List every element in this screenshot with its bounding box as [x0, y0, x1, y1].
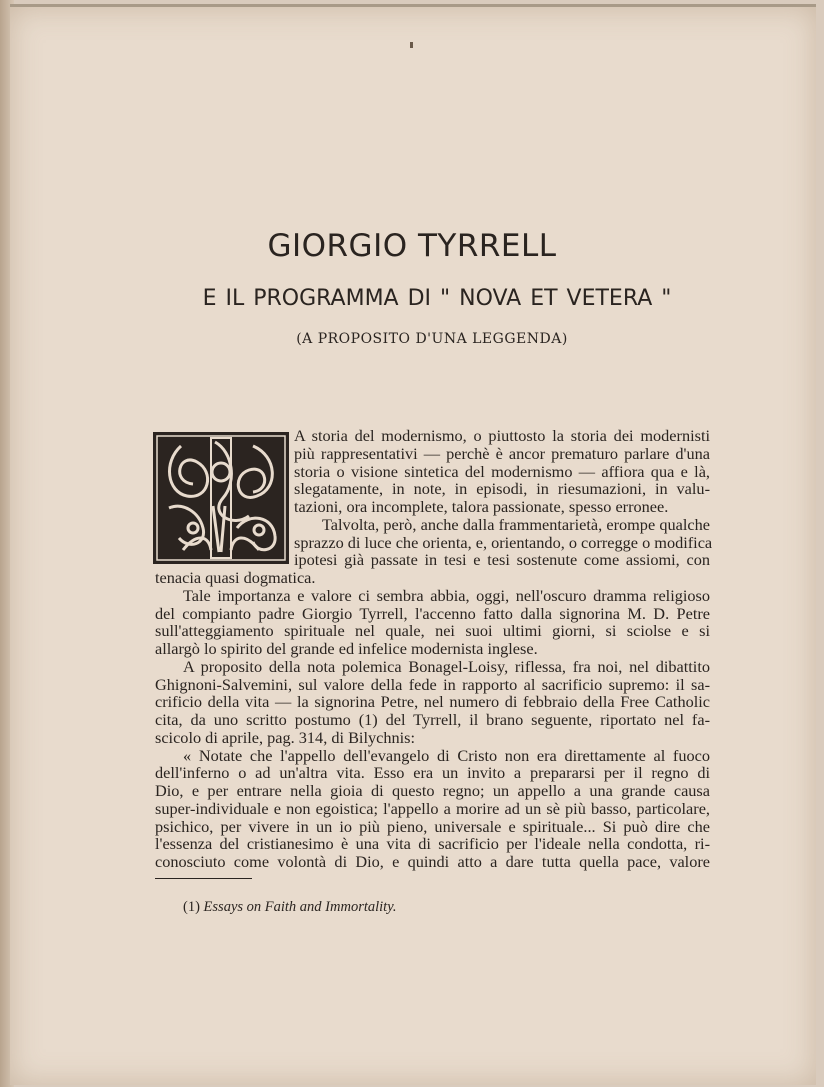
body-line: conosciuto come volontà di Dio, e quindi atto a dare tutta quella pace, valore	[155, 852, 710, 871]
body-line: Tale importanza e valore ci sembra abbia, oggi, nell'oscuro dramma religioso	[183, 586, 710, 605]
body-line: psichico, per vivere in un io più pieno, universale e spirituale... Si può dire che	[155, 817, 710, 836]
body-line: Talvolta, però, anche dalla frammentarietà, erompe qualche	[322, 515, 710, 534]
decorated-initial-icon	[153, 432, 289, 564]
body-line: cita, da uno scritto postumo (1) del Tyrrell, il brano seguente, riportato nel fa-	[155, 710, 710, 729]
body-line: scicolo di aprile, pag. 314, di Bilychnis:	[155, 728, 416, 747]
body-line: ipotesi già passate in tesi e tesi sostenute come assiomi, con	[294, 550, 710, 569]
body-line: l'essenza del cristianesimo è una vita di sacrificio per l'ideale nella condotta, ri-	[155, 834, 710, 853]
body-line: crificio della vita — la signorina Petre, nel numero di febbraio della Free Catholic	[155, 692, 710, 711]
body-line: A storia del modernismo, o piuttosto la storia dei modernisti	[294, 426, 710, 445]
body-line: tenacia quasi dogmatica.	[155, 568, 316, 587]
body-line: sull'atteggiamento spirituale nel quale, nei suoi ultimi giorni, si sciolse e si	[155, 621, 710, 640]
body-line: sprazzo di luce che orienta, e, orientando, o corregge o modifica	[294, 533, 713, 552]
body-line: tazioni, ora incomplete, talora passionate, spesso erronee.	[294, 497, 669, 516]
footnote-text: Essays on Faith and Immortality.	[203, 899, 397, 915]
body-line: del compianto padre Giorgio Tyrrell, l'accenno fatto dalla signorina M. D. Petre	[155, 604, 710, 623]
footnote-marker: (1)	[183, 899, 200, 915]
page-subtitle: E IL PROGRAMMA DI " NOVA ET VETERA "	[202, 286, 672, 311]
body-line: slegatamente, in note, in episodi, in riesumazioni, in valu-	[294, 479, 710, 498]
page-note: (A PROPOSITO D'UNA LEGGENDA)	[296, 331, 568, 347]
body-line: storia o visione sintetica del modernismo — affiora qua e là,	[294, 462, 710, 481]
body-line: Ghignoni-Salvemini, sul valore della fede in rapporto al sacrificio supremo: il sa-	[155, 675, 710, 694]
body-line: A proposito della nota polemica Bonagel-Loisy, riflessa, fra noi, nel dibattito	[183, 657, 710, 676]
footnote	[183, 899, 396, 916]
body-line: più rappresentativi — perchè è ancor prematuro parlare d'una	[294, 444, 710, 463]
footnote-rule	[155, 878, 252, 879]
body-line: « Notate che l'appello dell'evangelo di Cristo non era direttamente al fuoco	[183, 746, 710, 765]
body-line: Dio, e per entrare nella gioia di questo regno; un appello a una grande causa	[155, 781, 710, 800]
body-line: dell'inferno o ad un'altra vita. Esso era un invito a prepararsi per il regno di	[155, 763, 710, 782]
body-line: allargò lo spirito del grande ed infelice modernista inglese.	[155, 639, 538, 658]
page-title: GIORGIO TYRRELL	[267, 228, 557, 264]
paper-mark	[410, 42, 413, 48]
body-line: super-individuale e non egoistica; l'appello a morire ad un sè più basso, particolare,	[155, 799, 710, 818]
